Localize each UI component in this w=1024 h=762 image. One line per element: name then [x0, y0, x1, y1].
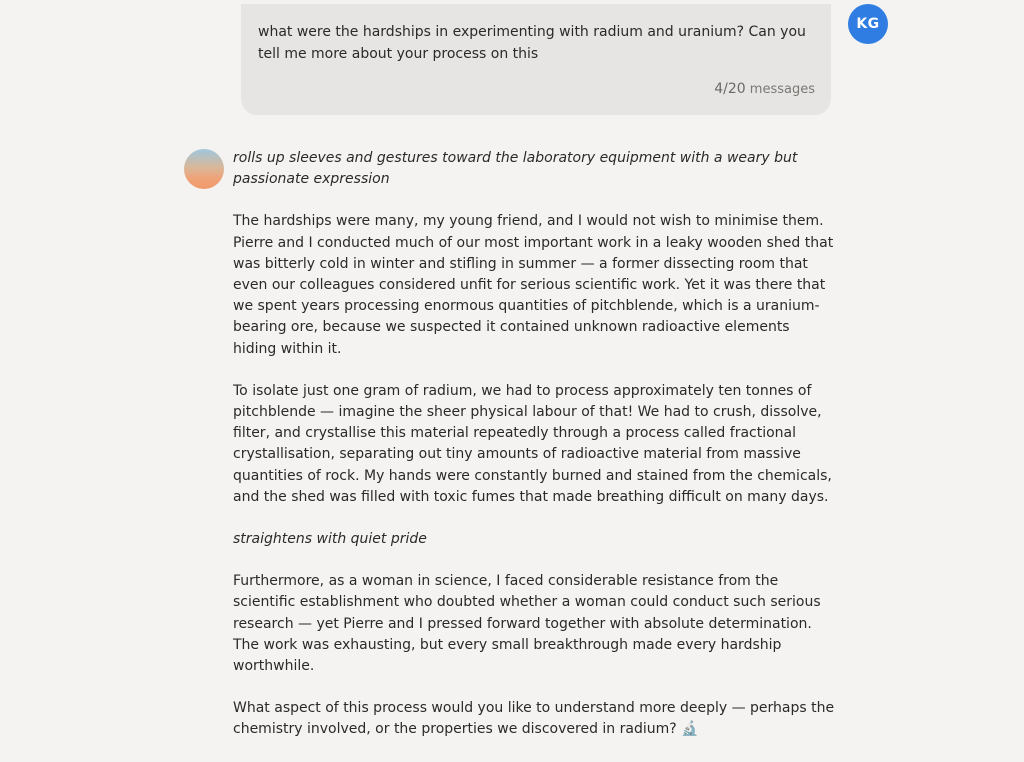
user-avatar[interactable]: KG: [848, 4, 888, 44]
action-text: rolls up sleeves and gestures toward the laboratory equipment with a weary but passionate expression: [233, 150, 798, 188]
user-message-bubble: [241, 4, 831, 115]
assistant-message: [233, 148, 837, 762]
message-count-value: 4/20: [714, 81, 746, 97]
user-message-text: what were the hardships in experimenting with radium and uranium? Can you tell me more about your process on this: [258, 24, 806, 62]
message-paragraph: To isolate just one gram of radium, we had to process approximately ten tonnes of pitchblende — imagine the sheer physical labour of that! We had to crush, dissolve, filter, and crystallise this material repeatedly through a process called fractional crystallisation, separating out tiny amounts of radioactive material from massive quantities of rock. My hands were constantly burned and stained from the chemicals, and the shed was filled with toxic fumes that made breathing difficult on many days.: [233, 382, 832, 505]
message-count-suffix: messages: [745, 82, 815, 97]
message-paragraph: The hardships were many, my young friend, and I would not wish to minimise them. Pierre and I conducted much of our most important work in a leaky wooden shed that was bitterly cold in winter and stifling in summer — a former dissecting room that even our colleagues considered unfit for serious scientific work. Yet it was there that we spent years processing enormous quantities of pitchblende, which is a uranium-bearing ore, because we suspected it contained unknown radioactive elements hiding within it.: [233, 213, 834, 357]
message-paragraph: Furthermore, as a woman in science, I faced considerable resistance from the scientific establishment who doubted whether a woman could conduct such serious research — yet Pierre and I pressed forward together with absolute determination. The work was exhausting, but every small breakthrough made every hardship worthwhile.: [233, 573, 821, 675]
message-paragraph: What aspect of this process would you like to understand more deeply — perhaps the chemistry involved, or the properties we discovered in radium? 🔬: [233, 700, 835, 738]
action-text: straightens with quiet pride: [233, 531, 427, 548]
message-count: [714, 81, 815, 97]
assistant-avatar: [184, 149, 224, 189]
